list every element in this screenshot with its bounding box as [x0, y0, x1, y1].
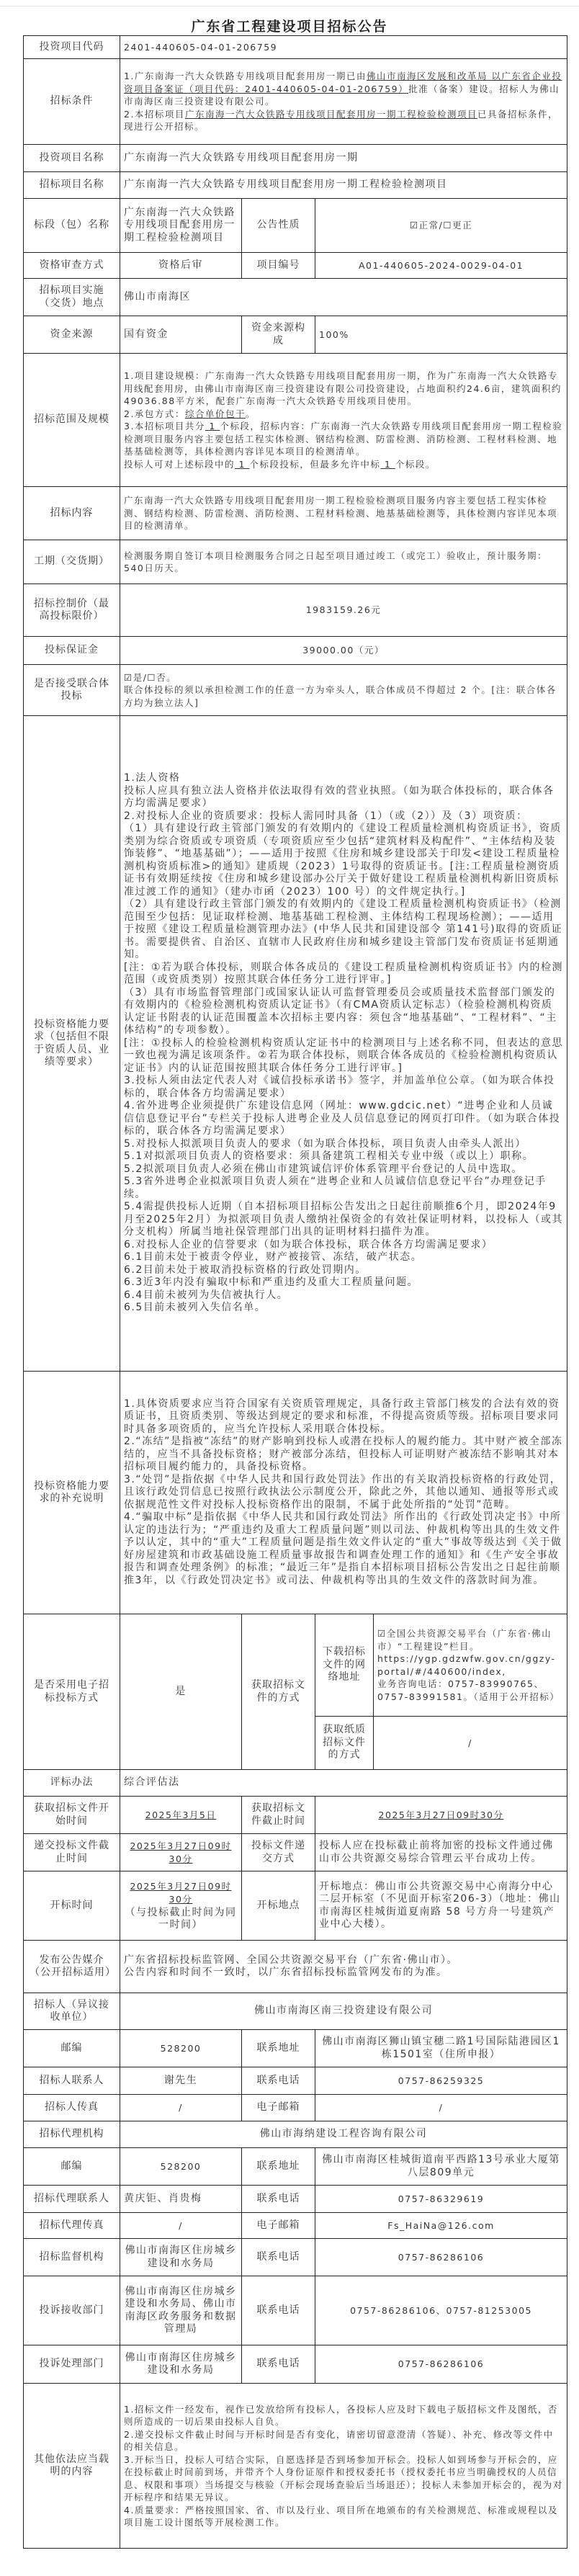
label: 获取招标文件截止时间 — [242, 1797, 315, 1834]
label: 招标项目名称 — [24, 172, 120, 199]
agency-zip-value: 528200 — [120, 2148, 242, 2186]
paragraph — [124, 987, 563, 1037]
tenderer-email-value: / — [315, 2095, 567, 2121]
complaint-handle-value: 佛山市南海区住房城乡建设和水务局 — [120, 2345, 242, 2384]
agency-contact-value: 黄庆钜、肖贵梅 — [120, 2186, 242, 2213]
text: 3.投标人须由法定代表人对《诚信投标承诺书》签字，并加盖单位公章。（如为联合体投标的，联合体各方均需满足要求） — [124, 1075, 555, 1099]
label: 投资项目名称 — [24, 145, 120, 172]
paragraph — [124, 1398, 563, 1436]
review-value: 资格后审 — [120, 253, 242, 279]
opening-time-note: （与投标截止时间为同一时间） — [125, 1906, 237, 1931]
paragraph — [124, 1251, 563, 1264]
label: 评标办法 — [24, 1770, 120, 1797]
text: 3.本招标项目共分 — [124, 421, 205, 431]
text: 4.省外进粤企业须提供广东建设信息网（网址：www.gdcic.net）“进粤企业和人员诚信信息登记平台”专栏关于投标人进粤企业及人员信息登记的网页打印件。（如为联合体投标的，联合体各方均需满足要求） — [124, 1100, 561, 1137]
row-electronic — [24, 1614, 567, 1717]
text: ☑是/☐否。 — [124, 671, 177, 683]
text: （3）具有市场监督管理部门或国家认证认可监督管理委员会或质量技术监督部门颁发的有效期内的《检验检测机构资质认定证书》（有CMA资质认定标志）（检验检测机构资质认定证书附表的认证范围覆盖本次招标主要内容：须包含“地基基础”、“工程材料”、“主体结构”的专项参数）。 — [124, 986, 557, 1037]
text: 5.3省外进粤企业拟派项目负责人须在“进粤企业和人员诚信信息登记平台”办理登记手续。 — [124, 1176, 547, 1200]
text: 个标段。 — [395, 458, 436, 470]
text: 联合体投标的须以承担检测工作的任意一方为牵头人，联合体成员不得超过 2 个。[注：联合体各方均为独立法人] — [124, 684, 557, 708]
row-doc-time — [24, 1797, 567, 1834]
text: 1.项目建设规模：广东南海一汽大众铁路专用线项目配套用房一期，作为广东南海一汽大众铁路专用线配套用房，由佛山市南海区南三投资建设有限公司投资建设，占地面积约24.6亩，建筑面积约49036.88平方米，配套广东南海一汽大众铁路专用线项目使用。 — [124, 370, 562, 406]
paragraph — [124, 1100, 563, 1138]
row-review — [24, 253, 567, 279]
announcement-table — [23, 35, 567, 2549]
row-tenderer-zip — [24, 2030, 567, 2067]
label: 投标资格能力要求（包括但不限于资质人员、业绩等要求） — [24, 716, 120, 1372]
paragraph — [124, 370, 563, 408]
announcement-nature-checkbox: ☑正常/☐更正 — [315, 199, 567, 253]
agency-address-value: 佛山市南海区桂城街道南平西路13号承业大厦第八层809单元 — [315, 2148, 567, 2186]
row-tenderer — [24, 1993, 567, 2030]
text: 5.2拟派项目负责人必须在佛山市建筑诚信评价体系管理平台登记的人员中选取。 — [124, 1163, 523, 1175]
underlined-text: 综合单价包干 — [184, 408, 246, 419]
row-evaluation — [24, 1770, 567, 1797]
location-value: 佛山市南海区 — [120, 279, 567, 316]
label: 投标资格能力要求的补充说明 — [24, 1372, 120, 1614]
row-tender-name — [24, 172, 567, 199]
text: 公告内容和时间不一致时，以广东省招标投标监管网发布的为准。 — [124, 1967, 448, 1978]
tenderer-phone-value: 0757-86259325 — [315, 2067, 567, 2095]
text: 3.“处罚”是指依据《中华人民共和国行政处罚法》作出的有关取消投标资格的行政处罚，且该行政处罚信息已按照行政执法公示制度公开，除此之外，其他以通知、通报等形式或依据规范性文件对投标人投标资格作出的限制，不属于此处所指的“处罚”范畴。 — [124, 1473, 562, 1511]
label: 联系地址 — [242, 2030, 315, 2067]
paragraph — [124, 1302, 563, 1315]
text: https://ygp.gdzwfw.gov.cn/ggzy-portal/#/440600/index, — [377, 1653, 556, 1677]
underlined-text: 1 — [235, 458, 250, 470]
doc-start-value: 2025年3月5日 — [145, 1809, 217, 1820]
paragraph — [124, 1163, 563, 1176]
label: 电子邮箱 — [242, 2213, 315, 2239]
text: 广东省招标投标监管网、全国公共资源交易平台（广东省·佛山市）。 — [124, 1954, 458, 1966]
label: 工期（交货期） — [24, 540, 120, 584]
label: 电子邮箱 — [242, 2095, 315, 2121]
label: 联系电话 — [242, 2345, 315, 2384]
text: 2.递交投标文件截止时间与开标时间是否有变化，请密切留意澄清（答疑）、补充、修改等文件中的相关信息。 — [124, 2428, 554, 2452]
underlined-text: 广东南海一汽大众铁路专用线项目配套用房一期工程检验检测项目 — [184, 108, 477, 120]
row-investment-name — [24, 145, 567, 172]
label: 招标范围及规模 — [24, 354, 120, 487]
row-complaint-handle — [24, 2345, 567, 2384]
text: 2.对投标人企业的资质要求：投标人需同时具备（1）（或（2））及（3）项资质： — [124, 810, 528, 822]
paragraph — [124, 2454, 563, 2504]
paragraph — [124, 1511, 563, 1587]
evaluation-value: 综合评估法 — [120, 1770, 567, 1797]
supervision-phone-value: 0757-86286106 — [315, 2239, 567, 2276]
underlined-text: 1 — [380, 458, 395, 470]
label: 项目编号 — [242, 253, 315, 279]
label: 获取招标文件开始时间 — [24, 1797, 120, 1834]
underlined-text: 1 — [205, 421, 220, 431]
label: 招标内容 — [24, 487, 120, 540]
other-value — [120, 2384, 567, 2549]
content-value: 广东南海一汽大众铁路专用线项目配套用房一期工程检验检测项目服务内容主要包括工程实体检测、钢结构检测、防雷检测、消防检测、工程材料检测、地基基础检测等，具体检测内容详见本项目的检测清单。 — [120, 487, 567, 540]
text: 1.法人资格 — [124, 772, 181, 784]
paragraph — [124, 1954, 563, 1967]
label: 投诉接收部门 — [24, 2276, 120, 2345]
label: 投标保证金 — [24, 637, 120, 665]
paragraph — [377, 1678, 563, 1703]
label: 获取纸质招标文件的方式 — [315, 1717, 374, 1770]
funding-composition-value: 100% — [315, 316, 567, 354]
paragraph — [124, 785, 563, 810]
row-qualification — [24, 716, 567, 1372]
text: [注：①若为联合体投标，则联合体各成员的《建设工程质量检测机构资质证书》内的检测范围（或资质类别）按照其联合体任务分工进行评审。] — [124, 961, 564, 986]
label: 联系地址 — [242, 2148, 315, 2186]
label: 开标时间 — [24, 1871, 120, 1941]
row-tenderer-contact — [24, 2067, 567, 2095]
text: 投标人可对上述标段中的 — [124, 458, 235, 470]
text: 1.具体资质要求应当符合国家有关资质管理规定，具备行政主管部门核发的合法有效的资质证书，且资质类别、等级达到规定的要求和标准，不得提高资质等级。招标项目要求同时具备多项资质的，应当允许投标人采用联合体投标。 — [124, 1397, 560, 1435]
paragraph — [124, 2428, 563, 2454]
electronic-value: 是 — [120, 1614, 242, 1770]
doc-end-value: 2025年3月27日09时30分 — [378, 1809, 504, 1820]
paragraph — [377, 1653, 563, 1678]
row-funding — [24, 316, 567, 354]
deposit-value: 39000.00（元） — [120, 637, 567, 665]
row-bid-conditions — [24, 59, 567, 145]
agency-phone-value: 0757-86329619 — [315, 2186, 567, 2213]
text: 已具备招标条件，现进行公开招标。 — [124, 108, 558, 133]
submit-method-value: 投标人应在投标截止前将加密的投标文件通过佛山市公共资源交易综合管理云平台成功上传。 — [315, 1834, 567, 1871]
row-other — [24, 2384, 567, 2549]
paragraph — [124, 420, 563, 458]
paragraph — [124, 772, 563, 785]
section-value: 广东南海一汽大众铁路专用线项目配套用房一期工程检验检测项目 — [120, 199, 242, 253]
label: 联系电话 — [242, 2067, 315, 2095]
label: 是否采用电子招标投标方式 — [24, 1614, 120, 1770]
label: 发布公告媒介（公开招标适用） — [24, 1941, 120, 1993]
complaint-receive-phone-value: 0757-86286106、0757-81253005 — [315, 2276, 567, 2345]
download-address-value[interactable] — [374, 1614, 567, 1717]
paragraph — [124, 810, 563, 823]
tenderer-contact-value: 谢先生 — [120, 2067, 242, 2095]
text: 个标段投标，但最多允许中标 — [249, 458, 381, 470]
row-agency — [24, 2121, 567, 2148]
paragraph — [124, 408, 563, 421]
text: 2.本招标项目 — [124, 108, 185, 120]
opening-place-value: 开标地点：佛山市公共资源交易中心南海分中心二层开标室（不见面开标室206-3）（地址：佛山市南海区桂城街道夏南路 58 号方舟一号建筑产业中心大楼）。 — [315, 1871, 567, 1941]
row-agency-contact — [24, 2186, 567, 2213]
label: 下载招标文件的网络地址 — [315, 1614, 374, 1717]
row-section — [24, 199, 567, 253]
row-location — [24, 279, 567, 316]
row-consortium — [24, 665, 567, 716]
row-complaint-receive — [24, 2276, 567, 2345]
paragraph — [124, 1474, 563, 1512]
text: 5.4需提供投标人近期（自本招标项目招标公告发出之日起往前顺推6个月，即2024年9月至2025年2月）为拟派项目负责人缴纳社保资金的有效社保证明材料，以投标人（或其分支机构）所属当地社保管理部门出具的证明材料扫描件为准。 — [124, 1201, 564, 1238]
paragraph — [124, 1176, 563, 1201]
paragraph — [124, 1436, 563, 1474]
label: 招标监督机构 — [24, 2239, 120, 2276]
paragraph — [124, 962, 563, 987]
complaint-handle-phone-value: 0757-86286106 — [315, 2345, 567, 2384]
text: （2）具有建设行政主管部门颁发的有效期内的《建设工程质量检测机构资质证书》（检测范围至少包括：见证取样检测、地基基础工程检测、主体结构工程现场检测）；——适用于按照《建设工程质量检测管理办法》(中华人民共和国建设部令 第141号)取得的资质证书。需要提供省、自治区、直辖市人民政府住房和城乡建设主管部门发布资质证书延期通知。 — [124, 898, 563, 961]
row-investment-code — [24, 36, 567, 59]
tenderer-value: 佛山市南海区南三投资建设有限公司 — [120, 1993, 567, 2030]
paragraph — [124, 1276, 563, 1289]
text: 6.1目前未处于被责令停业，财产被接管、冻结，破产状态。 — [124, 1251, 423, 1264]
text: 4.质量要求：严格按照国家、省、市以及行业、项目所在地颁布的有关检测规范、标准或规程以及项目施工设计图纸等开展检测工作。 — [124, 2504, 558, 2528]
text: 6.3近3年内没有骗取中标和严重违约及重大工程质量问题。 — [124, 1276, 419, 1289]
duration-value: 检测服务期自签订本项目检测服务合同之日起至项目通过竣工（或完工）验收止，预计服务期：540日历天。 — [120, 540, 567, 584]
agency-email-value[interactable]: Fs_HaiNa@126.com — [315, 2213, 567, 2239]
label: 招标代理联系人 — [24, 2186, 120, 2213]
project-number-value: A01-440605-2024-0029-04-01 — [315, 253, 567, 279]
media-value — [120, 1941, 567, 1993]
label: 邮编 — [24, 2030, 120, 2067]
funding-value: 国有资金 — [120, 316, 242, 354]
investment-name-value: 广东南海一汽大众铁路专用线项目配套用房一期 — [120, 145, 567, 172]
text: 5.1对拟派项目负责人的资格要求：须具备建筑工程相关专业中级（或以上）职称。 — [124, 1150, 534, 1163]
paragraph — [377, 1627, 563, 1653]
paragraph — [124, 684, 563, 709]
row-duration — [24, 540, 567, 584]
paragraph — [124, 823, 563, 898]
tenderer-fax-value: / — [120, 2095, 242, 2121]
row-control-price — [24, 584, 567, 637]
row-opening — [24, 1871, 567, 1941]
paragraph — [124, 1264, 563, 1277]
complaint-receive-value: 佛山市南海区住房城乡建设和水务局、佛山市南海区政务服务和数据管理局 — [120, 2276, 242, 2345]
paragraph — [124, 1967, 563, 1980]
supervision-value: 佛山市南海区住房城乡建设和水务局 — [120, 2239, 242, 2276]
label: 联系电话 — [242, 2276, 315, 2345]
label: 招标代理传真 — [24, 2213, 120, 2239]
paragraph — [124, 1289, 563, 1302]
row-agency-fax — [24, 2213, 567, 2239]
paragraph — [124, 1239, 563, 1252]
label: 邮编 — [24, 2148, 120, 2186]
qualification-value — [120, 716, 567, 1372]
text: ☑全国公共资源交易平台（广东省·佛山市）“工程建设”栏目。 — [377, 1628, 552, 1652]
row-content — [24, 487, 567, 540]
paragraph — [124, 108, 563, 133]
text: （1）具有建设行政主管部门颁发的有效期内的《建设工程质量检测机构资质证书》，资质类别为综合资质或专项资质（专项资质应至少包括“建筑材料及构配件”、“主体结构及装饰装修”、“地基基础”）；——适用于按照《住房和城乡建设部关于印发<建设工程质量检测机构资质标准>的通知》建质规（2023）1号取得的资质证书。[注:工程质量检测资质证书有效期延续按《住房和城乡建设部办公厅关于做好建设工程质量检测机构新旧资质标准过渡工作的通知》（建办市函（2023）100 号）的文件规定执行。] — [124, 823, 562, 898]
label: 其他依法应当载明的内容 — [24, 2384, 120, 2549]
paragraph — [124, 458, 563, 471]
paragraph — [124, 1201, 563, 1239]
text: 个标段，招标内容：广东南海一汽大众铁路专用线项目配套用房一期工程检验检测项目服务内容主要包括工程实体检测、钢结构检测、防雷检测、消防检测、工程材料检测、地基基础检测等，具体检测内容详见本项目的检测清单。 — [124, 421, 563, 457]
paragraph — [124, 1150, 563, 1163]
paper-docs-value: / — [374, 1717, 567, 1770]
label: 招标人（异议接收单位） — [24, 1993, 120, 2030]
paragraph — [124, 1138, 563, 1151]
row-tenderer-fax — [24, 2095, 567, 2121]
row-media — [24, 1941, 567, 1993]
paragraph — [124, 70, 563, 108]
text: 批准（备案）建设。招标人为佛山市南海区南三投资建设有限公司。 — [124, 83, 560, 107]
label: 招标代理机构 — [24, 2121, 120, 2148]
row-scope — [24, 354, 567, 487]
text: 6.5目前未被列入失信名单。 — [124, 1302, 266, 1314]
agency-value: 佛山市海纳建设工程咨询有限公司 — [120, 2121, 567, 2148]
label: 招标控制价（最高投标限价） — [24, 584, 120, 637]
row-agency-zip — [24, 2148, 567, 2186]
opening-time-value: 2025年3月27日09时30分 — [130, 1880, 232, 1905]
supplement-value — [120, 1372, 567, 1614]
text: 业务咨询电话：0757-83990765、0757-83991581。（适用于公开招标） — [377, 1678, 560, 1702]
bid-conditions-value — [120, 59, 567, 145]
scope-value — [120, 354, 567, 487]
paragraph — [124, 671, 563, 684]
label: 开标地点 — [242, 1871, 315, 1941]
tenderer-address-value: 佛山市南海区狮山镇宝穗二路1号国际陆港园区1栋1501室（住所申报） — [315, 2030, 567, 2067]
paragraph — [124, 898, 563, 962]
text: 。 — [245, 408, 256, 419]
tenderer-zip-value: 528200 — [120, 2030, 242, 2067]
text: 6.2目前未处于被取消投标资格的行政处罚期内。 — [124, 1264, 367, 1276]
label: 联系电话 — [242, 2239, 315, 2276]
underlined-text: 佛山市南海区发展和改革局 以广东省企业投资项目备案证（项目代码：2401-440605-04-01-206759） — [124, 71, 562, 94]
paragraph — [124, 2403, 563, 2428]
label: 投诉处理部门 — [24, 2345, 120, 2384]
page-title: 广东省工程建设项目招标公告 — [191, 19, 388, 35]
row-deposit — [24, 637, 567, 665]
row-supervision — [24, 2239, 567, 2276]
paragraph — [124, 1037, 563, 1075]
label: 公告性质 — [242, 199, 315, 253]
text: [注：①投标人的检验检测机构资质认定证书中的检测项目与上述名称不同，但表达的意思一致也视为满足该项条件。②若为联合体投标，则联合体各成员的《检验检测机构资质认定证书》内的认证范围按照其联合体任务分工进行评审。] — [124, 1037, 564, 1074]
text: 3.开标当日，投标人可结合实际，自愿选择是否到场参加开标会。投标人如到场参与开标会的，应在投标截止时间前到场，并带齐个人身份证原件和授权委托书（授权委托书应当明确授权的人员信息、权限和事项）当场提交与核验（开标会现场查验后当场退还）；投标人未参加开标会的，视为对开标程序和结果无异议。 — [124, 2454, 563, 2503]
text: 2.“冻结”是指被“冻结”的财产影响到投标人或潜在投标人的履约能力。其中财产被全部冻结的，应当不具备投标资格；财产被部分冻结，但投标人可证明财产被冻结不影响其对本招标项目履约能力的，具备投标资格。 — [124, 1436, 563, 1473]
label: 招标人传真 — [24, 2095, 120, 2121]
text: 1.招标文件一经发布，视作已发放给所有投标人，各投标人应及时下载电子版招标文件及图纸，否则所造成的一切后果由投标人自负。 — [124, 2403, 558, 2427]
label: 标段（包）名称 — [24, 199, 120, 253]
label: 投标文件递交方式 — [242, 1834, 315, 1871]
submit-deadline-value: 2025年3月27日09时30分 — [130, 1841, 232, 1864]
label: 递交投标文件截止时间 — [24, 1834, 120, 1871]
paragraph — [124, 2504, 563, 2529]
label: 获取招标文件的方式 — [242, 1614, 315, 1770]
label: 资金来源构成 — [242, 316, 315, 354]
label: 资金来源 — [24, 316, 120, 354]
label: 联系电话 — [242, 2186, 315, 2213]
label: 投资项目代码 — [24, 36, 120, 59]
agency-fax-value: / — [120, 2213, 242, 2239]
text: 2.承包方式： — [124, 408, 185, 419]
label: 资格审查方式 — [24, 253, 120, 279]
label: 是否接受联合体投标 — [24, 665, 120, 716]
label: 招标人联系人 — [24, 2067, 120, 2095]
text: 6.4目前未被列为失信被执行人。 — [124, 1289, 289, 1301]
text: 5.对投标人拟派项目负责人的要求（如为联合体投标，项目负责人由牵头人派出） — [124, 1137, 526, 1150]
label: 招标项目实施（交货）地点 — [24, 279, 120, 316]
investment-code-value: 2401-440605-04-01-206759 — [120, 36, 567, 59]
text: 4.“骗取中标”是指依据《中华人民共和国行政处罚法》所作出的《行政处罚决定书》中所认定的违法行为；“严重违约及重大工程质量问题”则以司法、仲裁机构等出具的生效文件予以认定，其中的“重大”工程质量问题是指生效文件认定的“重大”事故等级达到《关于做好房屋建筑和市政基础设施工程质量事故报告和调查处理工作的通知》和《生产安全事故报告和调查处理条例》的标准；“最近三年”是指自本招标项目招标公告发出之日起往前顺推3年，以《行政处罚决定书》或司法、仲裁机构等出具的生效文件的落款时间为准。 — [124, 1511, 562, 1586]
consortium-value — [120, 665, 567, 716]
row-supplement — [24, 1372, 567, 1614]
text: 1.广东南海一汽大众铁路专用线项目配套用房一期已由 — [124, 71, 367, 82]
paragraph — [124, 1075, 563, 1100]
tender-name-value: 广东南海一汽大众铁路专用线项目配套用房一期工程检验检测项目 — [120, 172, 567, 199]
text: 投标人应具有独立法人资格并依法取得有效的营业执照。（如为联合体投标的，联合体各方均需满足要求） — [124, 784, 555, 810]
text: 6.对投标人企业的信誉要求（如为联合体投标，联合体各方均需满足要求） — [124, 1238, 493, 1251]
control-price-value: 1983159.26元 — [120, 584, 567, 637]
label: 招标条件 — [24, 59, 120, 145]
row-submit — [24, 1834, 567, 1871]
